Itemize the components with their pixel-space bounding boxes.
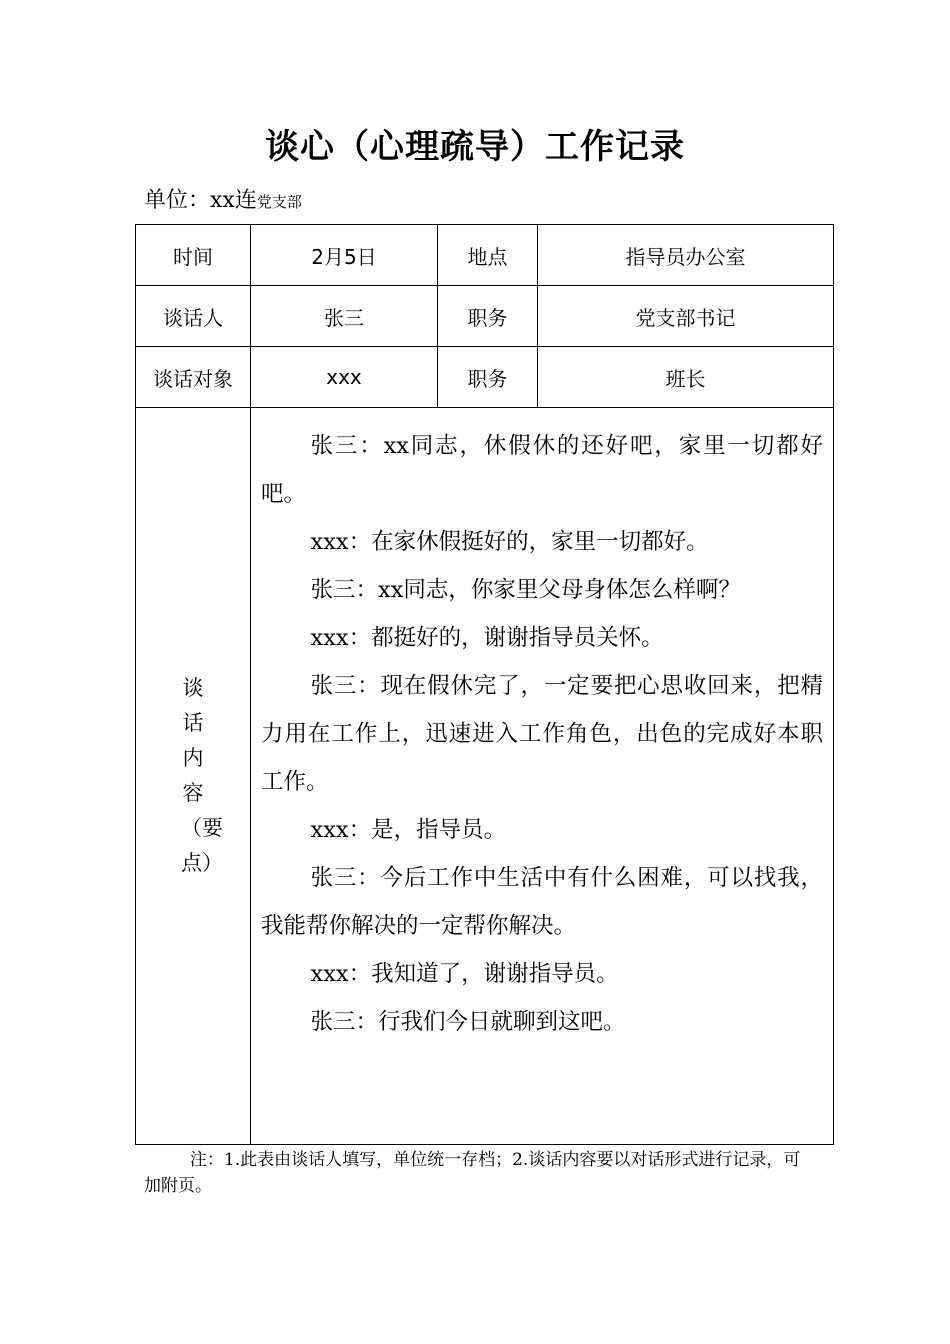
target-label: 谈话对象 <box>136 347 251 408</box>
dialogue-line: 张三：现在假休完了，一定要把心思收回来，把精力用在工作上，迅速进入工作角色，出色的完成好本职工作。 <box>261 673 823 795</box>
unit-suffix: 党支部 <box>256 193 302 211</box>
target-value: xxx <box>251 347 438 408</box>
time-label: 时间 <box>136 225 251 286</box>
table-row-time <box>136 225 834 286</box>
target-role-value: 班长 <box>538 347 834 408</box>
dialogue-line: xxx：我知道了，谢谢指导员。 <box>310 961 619 987</box>
unit-value: xx连 <box>210 188 257 213</box>
document-title: 谈心（心理疏导）工作记录 <box>265 127 685 167</box>
table-row-target <box>136 347 834 408</box>
unit-label: 单位： <box>144 188 211 213</box>
time-value: 2月5日 <box>251 225 438 286</box>
content-cell <box>251 408 834 1145</box>
dialogue-line: xxx：都挺好的，谢谢指导员关怀。 <box>310 625 664 651</box>
table-row-speaker <box>136 286 834 347</box>
record-table <box>135 224 834 1145</box>
unit-line <box>144 186 302 217</box>
speaker-label: 谈话人 <box>136 286 251 347</box>
dialogue-line: 张三：今后工作中生活中有什么困难，可以找我，我能帮你解决的一定帮你解决。 <box>261 865 823 939</box>
target-role-label: 职务 <box>438 347 538 408</box>
dialogue-line: 张三：行我们今日就聊到这吧。 <box>310 1009 626 1035</box>
content-label-cell <box>136 408 251 1145</box>
dialogue-line: xxx：在家休假挺好的，家里一切都好。 <box>310 529 709 555</box>
content-label: 谈话内容（要点） <box>181 676 223 875</box>
speaker-role-value: 党支部书记 <box>538 286 834 347</box>
place-label: 地点 <box>438 225 538 286</box>
speaker-role-label: 职务 <box>438 286 538 347</box>
dialogue-line: 张三：xx同志，休假休的还好吧，家里一切都好吧。 <box>261 433 823 507</box>
place-value: 指导员办公室 <box>538 225 834 286</box>
dialogue-line: 张三：xx同志，你家里父母身体怎么样啊？ <box>310 577 741 603</box>
speaker-value: 张三 <box>251 286 438 347</box>
footer-note: 注：1.此表由谈话人填写，单位统一存档；2.谈话内容要以对话形式进行记录，可加附页。 <box>144 1150 801 1196</box>
dialogue-line: xxx：是，指导员。 <box>310 817 507 843</box>
table-row-content <box>136 408 834 1145</box>
